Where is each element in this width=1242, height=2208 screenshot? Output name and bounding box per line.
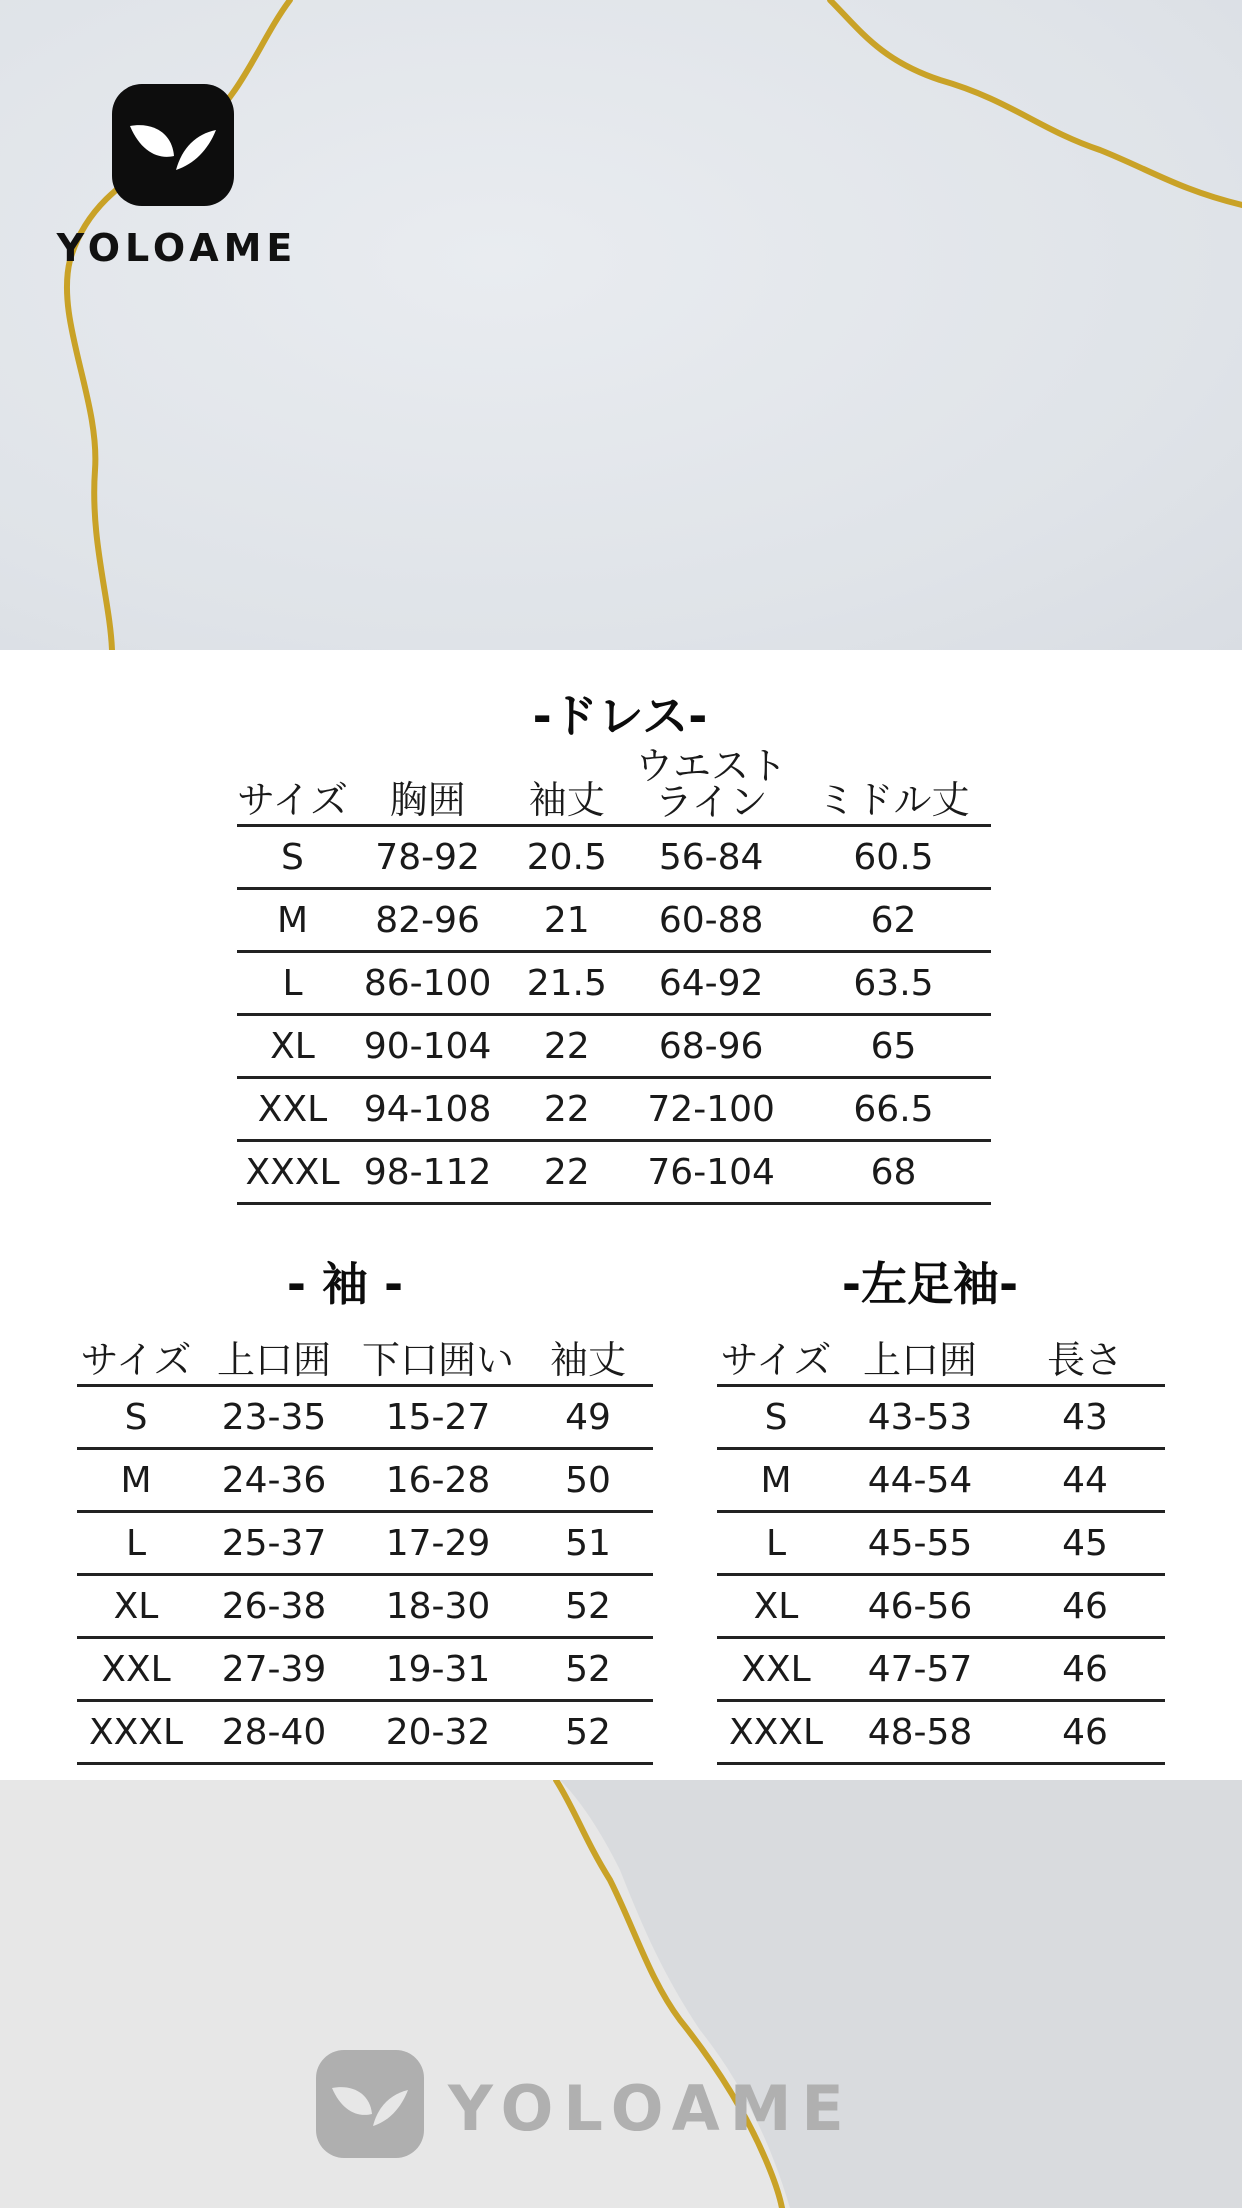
measurement-cell: 49 xyxy=(523,1386,653,1449)
table-row xyxy=(77,1386,653,1449)
measurement-cell: 60.5 xyxy=(796,826,991,889)
size-cell: XXXL xyxy=(237,1141,348,1204)
size-cell: XXXL xyxy=(717,1701,835,1764)
table-row xyxy=(77,1449,653,1512)
measurement-cell: 21.5 xyxy=(507,952,626,1015)
measurement-cell: 19-31 xyxy=(353,1638,523,1701)
measurement-cell: 68-96 xyxy=(626,1015,796,1078)
logo-text: YOLOAME xyxy=(56,226,298,270)
table-row xyxy=(237,1078,991,1141)
table-row xyxy=(717,1638,1165,1701)
measurement-cell: 46 xyxy=(1005,1638,1165,1701)
table-row xyxy=(717,1449,1165,1512)
table-row xyxy=(717,1386,1165,1449)
column-header-size: サイズ xyxy=(77,1320,195,1386)
measurement-cell: 86-100 xyxy=(348,952,507,1015)
dress-section-title: -ドレス- xyxy=(532,689,708,743)
table-row xyxy=(237,952,991,1015)
size-cell: XL xyxy=(717,1575,835,1638)
table-row xyxy=(717,1575,1165,1638)
size-cell: XL xyxy=(237,1015,348,1078)
size-cell: XXXL xyxy=(77,1701,195,1764)
table-row xyxy=(237,889,991,952)
measurement-cell: 68 xyxy=(796,1141,991,1204)
measurement-cell: 45 xyxy=(1005,1512,1165,1575)
measurement-cell: 27-39 xyxy=(195,1638,353,1701)
measurement-cell: 46-56 xyxy=(835,1575,1005,1638)
column-header-waistline xyxy=(626,744,796,826)
size-cell: L xyxy=(237,952,348,1015)
table-row xyxy=(77,1638,653,1701)
measurement-cell: 44-54 xyxy=(835,1449,1005,1512)
leg-sleeve-section-title: -左足袖- xyxy=(841,1257,1019,1311)
measurement-cell: 94-108 xyxy=(348,1078,507,1141)
measurement-cell: 46 xyxy=(1005,1575,1165,1638)
measurement-cell: 47-57 xyxy=(835,1638,1005,1701)
measurement-cell: 52 xyxy=(523,1638,653,1701)
measurement-cell: 56-84 xyxy=(626,826,796,889)
size-cell: XXL xyxy=(717,1638,835,1701)
measurement-cell: 98-112 xyxy=(348,1141,507,1204)
watermark-logo-icon xyxy=(316,2050,424,2158)
column-header-sleeve-length: 袖丈 xyxy=(507,748,626,826)
measurement-cell: 46 xyxy=(1005,1701,1165,1764)
brand-watermark xyxy=(316,2050,916,2170)
table-row xyxy=(237,826,991,889)
measurement-cell: 43-53 xyxy=(835,1386,1005,1449)
table-header-row xyxy=(77,1320,653,1386)
column-header-size: サイズ xyxy=(717,1320,835,1386)
measurement-cell: 50 xyxy=(523,1449,653,1512)
measurement-cell: 20.5 xyxy=(507,826,626,889)
measurement-cell: 45-55 xyxy=(835,1512,1005,1575)
measurement-cell: 76-104 xyxy=(626,1141,796,1204)
column-header-length: 長さ xyxy=(1005,1320,1165,1386)
size-cell: S xyxy=(77,1386,195,1449)
size-cell: XXL xyxy=(77,1638,195,1701)
line-label: ライン xyxy=(654,780,768,824)
sleeve-section-title: - 袖 - xyxy=(286,1257,404,1311)
measurement-cell: 23-35 xyxy=(195,1386,353,1449)
measurement-cell: 66.5 xyxy=(796,1078,991,1141)
measurement-cell: 22 xyxy=(507,1141,626,1204)
column-header-size: サイズ xyxy=(237,748,348,826)
measurement-cell: 72-100 xyxy=(626,1078,796,1141)
brand-logo xyxy=(42,84,312,274)
measurement-cell: 44 xyxy=(1005,1449,1165,1512)
sleeve-size-table xyxy=(77,1320,653,1765)
column-header-sleeve-length: 袖丈 xyxy=(523,1320,653,1386)
column-header-chest: 胸囲 xyxy=(348,748,507,826)
measurement-cell: 22 xyxy=(507,1078,626,1141)
measurement-cell: 24-36 xyxy=(195,1449,353,1512)
measurement-cell: 51 xyxy=(523,1512,653,1575)
measurement-cell: 78-92 xyxy=(348,826,507,889)
measurement-cell: 52 xyxy=(523,1701,653,1764)
size-cell: L xyxy=(717,1512,835,1575)
measurement-cell: 62 xyxy=(796,889,991,952)
watermark-text: YOLOAME xyxy=(448,2072,854,2145)
size-cell: XXL xyxy=(237,1078,348,1141)
size-cell: M xyxy=(77,1449,195,1512)
table-row xyxy=(717,1512,1165,1575)
column-header-upper-opening: 上口囲 xyxy=(835,1320,1005,1386)
measurement-cell: 63.5 xyxy=(796,952,991,1015)
size-cell: L xyxy=(77,1512,195,1575)
table-header-row xyxy=(717,1320,1165,1386)
measurement-cell: 48-58 xyxy=(835,1701,1005,1764)
measurement-cell: 43 xyxy=(1005,1386,1165,1449)
column-header-midi-length: ミドル丈 xyxy=(796,748,991,826)
table-row xyxy=(77,1575,653,1638)
measurement-cell: 64-92 xyxy=(626,952,796,1015)
measurement-cell: 60-88 xyxy=(626,889,796,952)
measurement-cell: 22 xyxy=(507,1015,626,1078)
measurement-cell: 20-32 xyxy=(353,1701,523,1764)
column-header-upper-opening: 上口囲 xyxy=(195,1320,353,1386)
waist-label: ウエスト xyxy=(635,744,788,788)
size-cell: XL xyxy=(77,1575,195,1638)
measurement-cell: 82-96 xyxy=(348,889,507,952)
size-cell: S xyxy=(717,1386,835,1449)
table-row xyxy=(77,1512,653,1575)
size-cell: S xyxy=(237,826,348,889)
measurement-cell: 28-40 xyxy=(195,1701,353,1764)
measurement-cell: 15-27 xyxy=(353,1386,523,1449)
measurement-cell: 52 xyxy=(523,1575,653,1638)
table-row xyxy=(237,1015,991,1078)
measurement-cell: 25-37 xyxy=(195,1512,353,1575)
column-header-lower-opening: 下口囲い xyxy=(353,1320,523,1386)
size-cell: M xyxy=(717,1449,835,1512)
table-row xyxy=(237,1141,991,1204)
measurement-cell: 26-38 xyxy=(195,1575,353,1638)
table-header-row xyxy=(237,748,991,826)
table-row xyxy=(717,1701,1165,1764)
table-row xyxy=(77,1701,653,1764)
measurement-cell: 90-104 xyxy=(348,1015,507,1078)
measurement-cell: 16-28 xyxy=(353,1449,523,1512)
top-banner xyxy=(0,0,1242,650)
logo-mark-icon xyxy=(112,84,234,206)
size-cell: M xyxy=(237,889,348,952)
leg-sleeve-size-table xyxy=(717,1320,1165,1765)
measurement-cell: 21 xyxy=(507,889,626,952)
measurement-cell: 17-29 xyxy=(353,1512,523,1575)
measurement-cell: 18-30 xyxy=(353,1575,523,1638)
measurement-cell: 65 xyxy=(796,1015,991,1078)
dress-size-table xyxy=(237,744,991,1205)
